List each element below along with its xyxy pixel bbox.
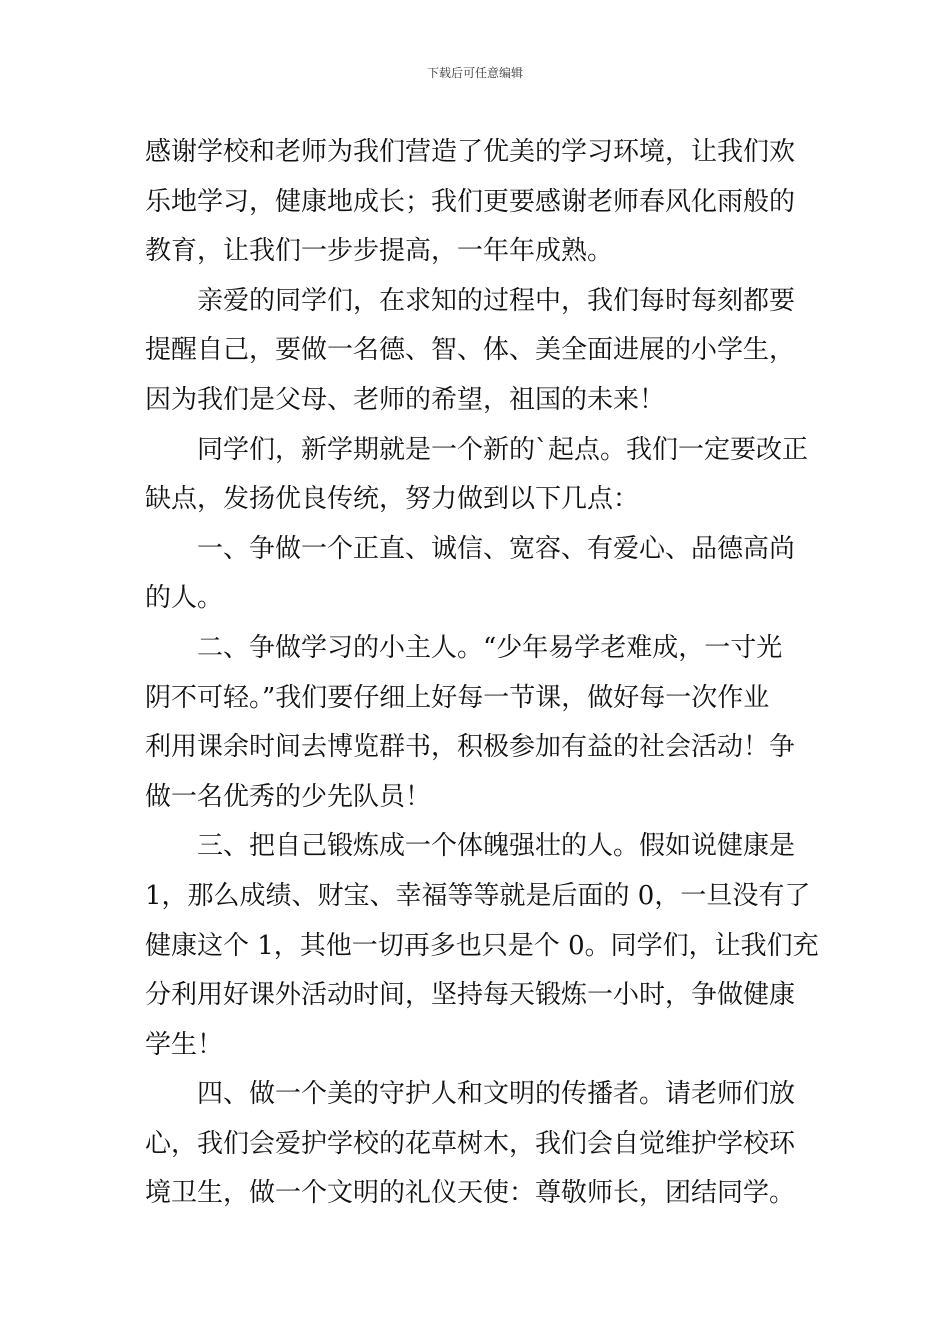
- text-line: 四、做一个美的守护人和文明的传播者。请老师们放: [197, 1079, 796, 1110]
- text-line: 健康这个 1，其他一切再多也只是个 0。同学们，让我们充: [145, 930, 819, 961]
- document-body: [145, 128, 819, 1219]
- text-line: 因为我们是父母、老师的希望，祖国的未来！: [145, 384, 666, 415]
- text-line: 分利用好课外活动时间，坚持每天锻炼一小时，争做健康: [145, 980, 796, 1011]
- text-line: 利用课余时间去博览群书，积极参加有益的社会活动！争: [145, 732, 796, 763]
- text-line: 教育，让我们一步步提高，一年年成熟。: [145, 236, 614, 267]
- text-line: 同学们，新学期就是一个新的`起点。我们一定要改正: [197, 434, 809, 465]
- text-line: 提醒自己，要做一名德、智、体、美全面进展的小学生，: [145, 335, 796, 366]
- text-line: 乐地学习，健康地成长；我们更要感谢老师春风化雨般的: [145, 186, 796, 217]
- text-line: 缺点，发扬优良传统，努力做到以下几点：: [145, 484, 640, 515]
- text-line: 心，我们会爱护学校的花草树木，我们会自觉维护学校环: [145, 1128, 796, 1159]
- text-line: 亲爱的同学们，在求知的过程中，我们每时每刻都要: [197, 285, 796, 316]
- text-line: 三、把自己锻炼成一个体魄强壮的人。假如说健康是: [197, 831, 796, 862]
- text-line: 二、争做学习的小主人。“少年易学老难成，一寸光: [197, 632, 783, 663]
- page-header-note: 下载后可任意编辑: [426, 66, 523, 80]
- text-line: 做一名优秀的少先队员！: [145, 781, 432, 812]
- text-line: 阴不可轻。”我们要仔细上好每一节课，做好每一次作业: [145, 682, 770, 713]
- text-line: 学生！: [145, 1029, 224, 1060]
- text-line: 1，那么成绩、财宝、幸福等等就是后面的 0，一旦没有了: [145, 880, 811, 911]
- text-line: 境卫生，做一个文明的礼仪天使：尊敬师长，团结同学。: [145, 1178, 796, 1209]
- text-line: 一、争做一个正直、诚信、宽容、有爱心、品德高尚: [197, 533, 796, 564]
- text-line: 的人。: [145, 583, 224, 614]
- text-line: 感谢学校和老师为我们营造了优美的学习环境，让我们欢: [145, 137, 796, 167]
